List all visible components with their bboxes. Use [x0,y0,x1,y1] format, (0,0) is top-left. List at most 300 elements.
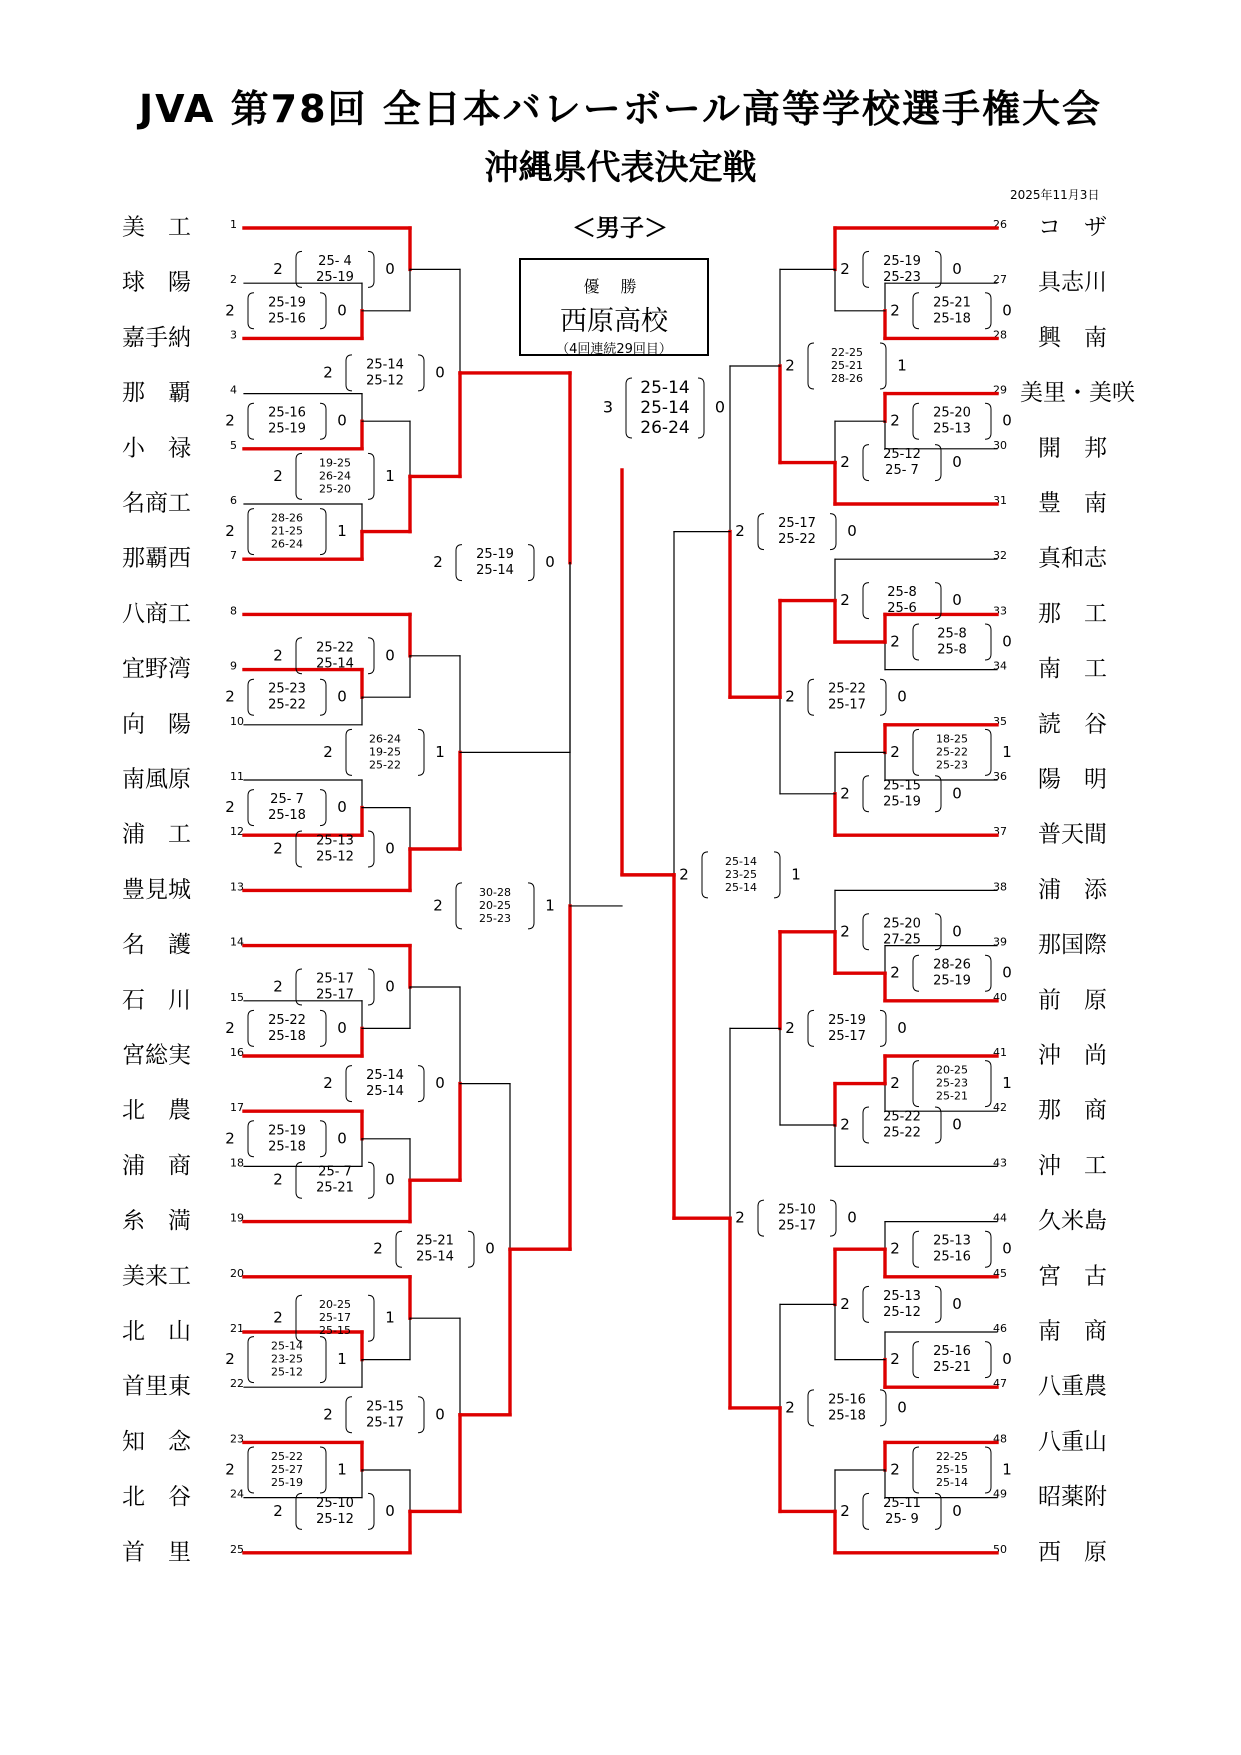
set-score: 25-14 [936,1476,968,1489]
seed-number: 3 [230,328,237,342]
match-wins-right: 0 [485,1239,495,1258]
set-score: 25-14 [725,854,757,868]
team-name: 普天間 [1038,821,1107,848]
score-bracket-close [368,1295,374,1341]
set-score: 25-19 [883,253,921,269]
set-score: 25-19 [883,794,921,810]
match-wins-left: 2 [433,896,443,915]
match-wins-left: 2 [890,742,900,761]
set-score: 25-23 [883,269,921,285]
seed-number: 37 [993,825,1007,839]
seed-number: 48 [993,1432,1007,1446]
score-bracket-open [863,445,869,481]
score-bracket-open [863,914,869,950]
seed-number: 32 [993,549,1007,563]
set-score: 25-16 [828,1392,866,1408]
match-wins-left: 2 [273,839,283,858]
score-bracket-open [863,251,869,287]
set-score: 25-15 [319,1324,351,1338]
team-name: 宜野湾 [122,656,191,683]
team-name: 南 商 [1038,1318,1107,1345]
set-score: 26-24 [369,732,401,746]
team-name: 昭薬附 [1038,1484,1107,1511]
match-wins-right: 0 [337,301,347,320]
match-wins-left: 2 [840,784,850,803]
match-wins-left: 2 [323,742,333,761]
seed-number: 7 [230,549,237,563]
match-wins-left: 2 [273,1501,283,1520]
set-score: 25-21 [933,295,971,311]
match-wins-right: 0 [952,784,962,803]
set-score: 27-25 [883,932,921,948]
seed-number: 35 [993,714,1007,728]
match-wins-left: 2 [323,1405,333,1424]
seed-number: 13 [230,880,244,894]
set-score: 20-25 [479,898,511,912]
seed-number: 44 [993,1211,1007,1225]
seed-number: 29 [993,383,1007,397]
set-score: 19-25 [319,456,351,470]
score-bracket-close [528,883,534,929]
team-name: 那 商 [1038,1097,1107,1124]
set-score: 25-16 [933,1249,971,1265]
set-score: 20-25 [319,1298,351,1312]
score-bracket-close [368,831,374,867]
set-score: 25-12 [883,447,921,463]
champion-name: 西原高校 [560,306,668,337]
set-score: 25-21 [416,1233,454,1249]
match-wins-right: 1 [337,1350,347,1369]
score-bracket-close [528,545,534,581]
match-wins-left: 2 [890,1460,900,1479]
seed-number: 41 [993,1046,1007,1059]
match-wins-left: 2 [433,553,443,572]
score-bracket-open [808,343,814,389]
match-wins-left: 2 [890,1350,900,1369]
match-wins-left: 2 [225,687,235,706]
score-bracket-open [248,509,254,555]
match-wins-right: 0 [385,646,395,665]
score-bracket-close [320,1010,326,1046]
set-score: 25-17 [316,987,354,1003]
score-bracket-close [368,638,374,674]
set-score: 28-26 [831,372,863,385]
set-score: 25-15 [936,1463,968,1476]
seed-number: 14 [230,935,244,949]
match-wins-left: 2 [323,363,333,382]
set-score: 25-19 [933,973,971,989]
set-score: 25-13 [316,833,354,849]
seed-number: 17 [230,1101,244,1115]
team-name: コ ザ [1038,214,1107,241]
match-wins-left: 2 [735,522,745,541]
score-bracket-open [248,403,254,439]
set-score: 25-22 [271,1450,303,1463]
team-name: 陽 明 [1038,766,1107,793]
score-bracket-open [913,955,919,991]
score-bracket-open [913,1447,919,1493]
set-score: 25-15 [883,778,921,794]
match-wins-right: 1 [1002,1460,1012,1479]
team-name: 那 覇 [122,380,191,407]
match-wins-right: 0 [897,1398,907,1417]
seed-number: 9 [230,659,237,673]
score-bracket-close [418,729,424,775]
score-bracket-close [830,514,836,550]
set-score: 25-14 [416,1249,454,1265]
score-bracket-open [913,624,919,660]
seed-number: 20 [230,1266,244,1280]
score-bracket-open [913,403,919,439]
match-wins-left: 2 [785,1018,795,1037]
score-bracket-close [985,293,991,329]
set-score: 25-8 [937,626,967,642]
score-bracket-close [368,969,374,1005]
team-name: 開 邦 [1038,435,1107,462]
match-wins-left: 2 [225,1350,235,1369]
score-bracket-close [985,1447,991,1493]
division-label: ＜男子＞ [572,214,668,242]
set-score: 25-20 [319,482,351,496]
set-score: 25-19 [476,547,514,563]
team-name: 首里東 [122,1373,191,1400]
score-bracket-open [248,1121,254,1157]
match-wins-right: 0 [952,922,962,941]
seed-number: 26 [993,218,1007,231]
match-wins-left: 2 [225,1460,235,1479]
match-wins-left: 2 [785,687,795,706]
match-wins-right: 0 [545,553,555,572]
match-wins-left: 2 [735,1208,745,1227]
set-score: 25-22 [778,532,816,548]
seed-number: 6 [230,494,237,507]
score-bracket-close [320,509,326,555]
seed-number: 11 [230,770,244,783]
score-bracket-close [368,1493,374,1529]
seed-number: 28 [993,328,1007,342]
set-score: 25-18 [268,808,306,824]
team-name: 興 南 [1038,324,1107,351]
set-score: 25-21 [936,1089,968,1103]
set-score: 25-23 [268,681,306,697]
team-name: 豊 南 [1038,490,1107,517]
set-score: 25-12 [883,1304,921,1320]
score-bracket-close [320,790,326,826]
score-bracket-close [774,852,780,898]
score-bracket-open [296,251,302,287]
team-name: 八重農 [1038,1373,1107,1400]
score-bracket-close [985,955,991,991]
set-score: 25-12 [271,1365,303,1379]
team-name: 浦 添 [1038,876,1107,903]
team-name: 浦 商 [122,1152,191,1179]
match-wins-right: 1 [337,522,347,541]
match-wins-left: 2 [890,1239,900,1258]
set-score: 25-17 [828,1028,866,1044]
score-bracket-open [248,1447,254,1493]
set-score: 25-22 [828,681,866,697]
set-score: 20-25 [936,1063,968,1077]
score-bracket-open [396,1231,402,1267]
set-score: 25-12 [366,373,404,389]
match-wins-right: 0 [385,839,395,858]
score-bracket-close [985,1231,991,1267]
score-bracket-open [758,1200,764,1236]
team-name: 北 農 [122,1097,191,1124]
score-bracket-open [456,545,462,581]
team-name: 小 禄 [122,435,191,462]
set-score: 23-25 [725,867,757,881]
team-name: 真和志 [1038,545,1107,572]
match-wins-right: 0 [385,977,395,996]
set-score: 25- 7 [885,463,919,479]
match-wins-right: 0 [385,1170,395,1189]
match-wins-right: 0 [1002,301,1012,320]
set-score: 25-14 [366,357,404,373]
set-score: 25-22 [883,1125,921,1141]
score-bracket-close [320,679,326,715]
match-wins-left: 2 [225,798,235,817]
match-wins-right: 0 [337,798,347,817]
set-score: 25-14 [366,1084,404,1100]
score-bracket-open [248,293,254,329]
team-name: 美 工 [122,214,191,241]
champion-note: （4回連続29回目） [556,342,672,357]
set-score: 25-17 [778,1218,816,1234]
match-wins-left: 3 [602,397,614,417]
team-name: 嘉手納 [122,324,191,351]
set-score: 25-12 [316,849,354,865]
set-score: 25-21 [831,359,863,372]
match-wins-left: 2 [840,1501,850,1520]
match-wins-right: 1 [337,1460,347,1479]
set-score: 25-13 [933,421,971,437]
seed-number: 21 [230,1322,244,1335]
match-wins-right: 0 [847,522,857,541]
score-bracket-open [626,378,632,438]
set-score: 26-24 [319,469,351,483]
team-name: 那覇西 [122,545,191,572]
score-bracket-open [248,790,254,826]
score-bracket-close [985,624,991,660]
seed-number: 39 [993,935,1007,949]
score-bracket-close [368,453,374,499]
score-bracket-close [880,343,886,389]
score-bracket-open [248,679,254,715]
score-bracket-open [346,1066,352,1102]
set-score: 25-10 [316,1495,354,1511]
match-wins-right: 0 [897,687,907,706]
team-name: 名 護 [122,932,191,959]
match-wins-left: 2 [225,1018,235,1037]
team-name: 前 原 [1038,987,1107,1014]
score-bracket-open [863,1493,869,1529]
match-wins-right: 0 [435,1074,445,1093]
set-score: 25-11 [883,1495,921,1511]
set-score: 25-23 [936,1076,968,1090]
seed-number: 34 [993,659,1007,673]
set-score: 25-18 [828,1408,866,1424]
score-bracket-close [368,251,374,287]
set-score: 25-14 [725,880,757,894]
team-name: 北 谷 [122,1484,191,1511]
team-name: 那 工 [1038,600,1107,627]
score-bracket-close [880,1010,886,1046]
score-bracket-open [863,583,869,619]
set-score: 25-19 [271,1476,303,1489]
score-bracket-open [456,883,462,929]
set-score: 26-24 [271,537,303,551]
match-wins-left: 2 [890,1074,900,1093]
match-wins-left: 2 [890,632,900,651]
score-bracket-open [296,969,302,1005]
match-wins-left: 2 [679,865,689,884]
match-wins-right: 0 [1002,1350,1012,1369]
set-score: 25-22 [316,640,354,656]
match-wins-right: 0 [337,1018,347,1037]
set-score: 25-8 [887,585,917,601]
score-bracket-close [935,445,941,481]
set-score: 25-16 [268,311,306,327]
match-wins-right: 0 [337,1129,347,1148]
set-score: 25-10 [778,1202,816,1218]
match-wins-left: 2 [890,301,900,320]
tournament-date: 2025年11月3日 [1010,188,1100,202]
seed-number: 46 [993,1322,1007,1335]
team-name: 糸 満 [122,1208,191,1235]
team-name: 豊見城 [122,876,191,903]
score-bracket-close [320,1121,326,1157]
score-bracket-open [863,1286,869,1322]
set-score: 25-17 [316,971,354,987]
set-score: 25-22 [936,745,968,759]
seed-number: 38 [993,880,1007,894]
score-bracket-open [296,1295,302,1341]
match-wins-left: 2 [840,259,850,278]
team-name: 読 谷 [1038,711,1107,738]
score-bracket-open [346,355,352,391]
match-wins-left: 2 [840,1294,850,1313]
seed-number: 33 [993,604,1007,618]
match-wins-right: 1 [435,742,445,761]
score-bracket-open [296,453,302,499]
score-bracket-open [863,1107,869,1143]
team-name: 南風原 [122,766,191,793]
score-bracket-open [808,1010,814,1046]
seed-number: 10 [230,714,244,728]
set-score: 25-17 [319,1311,351,1325]
seed-number: 22 [230,1377,244,1391]
team-name: 宮総実 [122,1042,191,1069]
score-bracket-open [758,514,764,550]
set-score: 23-25 [271,1352,303,1366]
score-bracket-close [368,1162,374,1198]
score-bracket-close [985,1342,991,1378]
match-wins-right: 0 [714,397,726,417]
team-name: 北 山 [122,1318,191,1345]
seed-number: 15 [230,990,244,1004]
score-bracket-open [808,679,814,715]
team-name: 美里・美咲 [1020,380,1135,407]
set-score: 25-16 [268,405,306,421]
set-score: 25-23 [936,758,968,772]
set-score: 25- 9 [885,1511,919,1527]
score-bracket-close [985,1061,991,1107]
score-bracket-close [468,1231,474,1267]
score-bracket-open [913,1342,919,1378]
match-wins-right: 0 [1002,411,1012,430]
score-bracket-open [863,776,869,812]
match-wins-left: 2 [273,646,283,665]
score-bracket-close [935,776,941,812]
team-name: 宮 古 [1038,1263,1107,1290]
match-wins-right: 0 [337,687,347,706]
set-score: 25-12 [316,1511,354,1527]
match-wins-left: 2 [840,591,850,610]
set-score: 25-19 [828,1012,866,1028]
set-score: 22-25 [831,346,863,359]
set-score: 26-24 [640,418,690,438]
set-score: 18-25 [936,732,968,746]
score-bracket-close [320,293,326,329]
team-name: 名商工 [122,490,191,517]
set-score: 25-22 [268,1012,306,1028]
match-wins-left: 2 [323,1074,333,1093]
set-score: 25-14 [366,1068,404,1084]
match-wins-left: 2 [785,356,795,375]
score-bracket-close [935,1286,941,1322]
seed-number: 19 [230,1211,244,1225]
match-wins-left: 2 [785,1398,795,1417]
set-score: 25-14 [640,398,690,418]
team-name: 沖 尚 [1038,1042,1107,1069]
seed-number: 18 [230,1156,244,1170]
score-bracket-close [985,729,991,775]
match-wins-right: 1 [791,865,801,884]
seed-number: 30 [993,438,1007,452]
match-wins-right: 0 [337,411,347,430]
match-wins-right: 0 [952,1115,962,1134]
set-score: 21-25 [271,524,303,538]
score-bracket-open [296,1162,302,1198]
match-wins-left: 2 [225,1129,235,1148]
set-score: 25-6 [887,601,917,617]
team-name: 久米島 [1038,1208,1107,1235]
set-score: 25-13 [883,1288,921,1304]
set-score: 25-15 [366,1399,404,1415]
seed-number: 49 [993,1487,1007,1501]
set-score: 25-14 [640,378,690,398]
score-bracket-close [935,1493,941,1529]
match-wins-right: 0 [385,259,395,278]
set-score: 28-26 [933,957,971,973]
team-name: 具志川 [1038,269,1107,296]
set-score: 25-20 [933,405,971,421]
seed-number: 8 [230,604,237,618]
champion-label: 優 勝 [583,277,645,296]
set-score: 22-25 [936,1450,968,1463]
team-name: 八商工 [122,600,191,627]
match-wins-right: 1 [1002,1074,1012,1093]
set-score: 25-8 [937,642,967,658]
seed-number: 1 [230,218,237,231]
set-score: 25-19 [268,421,306,437]
set-score: 25-18 [268,1028,306,1044]
match-wins-right: 1 [385,466,395,485]
set-score: 25-22 [369,758,401,772]
score-bracket-open [913,1231,919,1267]
match-wins-left: 2 [273,1308,283,1327]
